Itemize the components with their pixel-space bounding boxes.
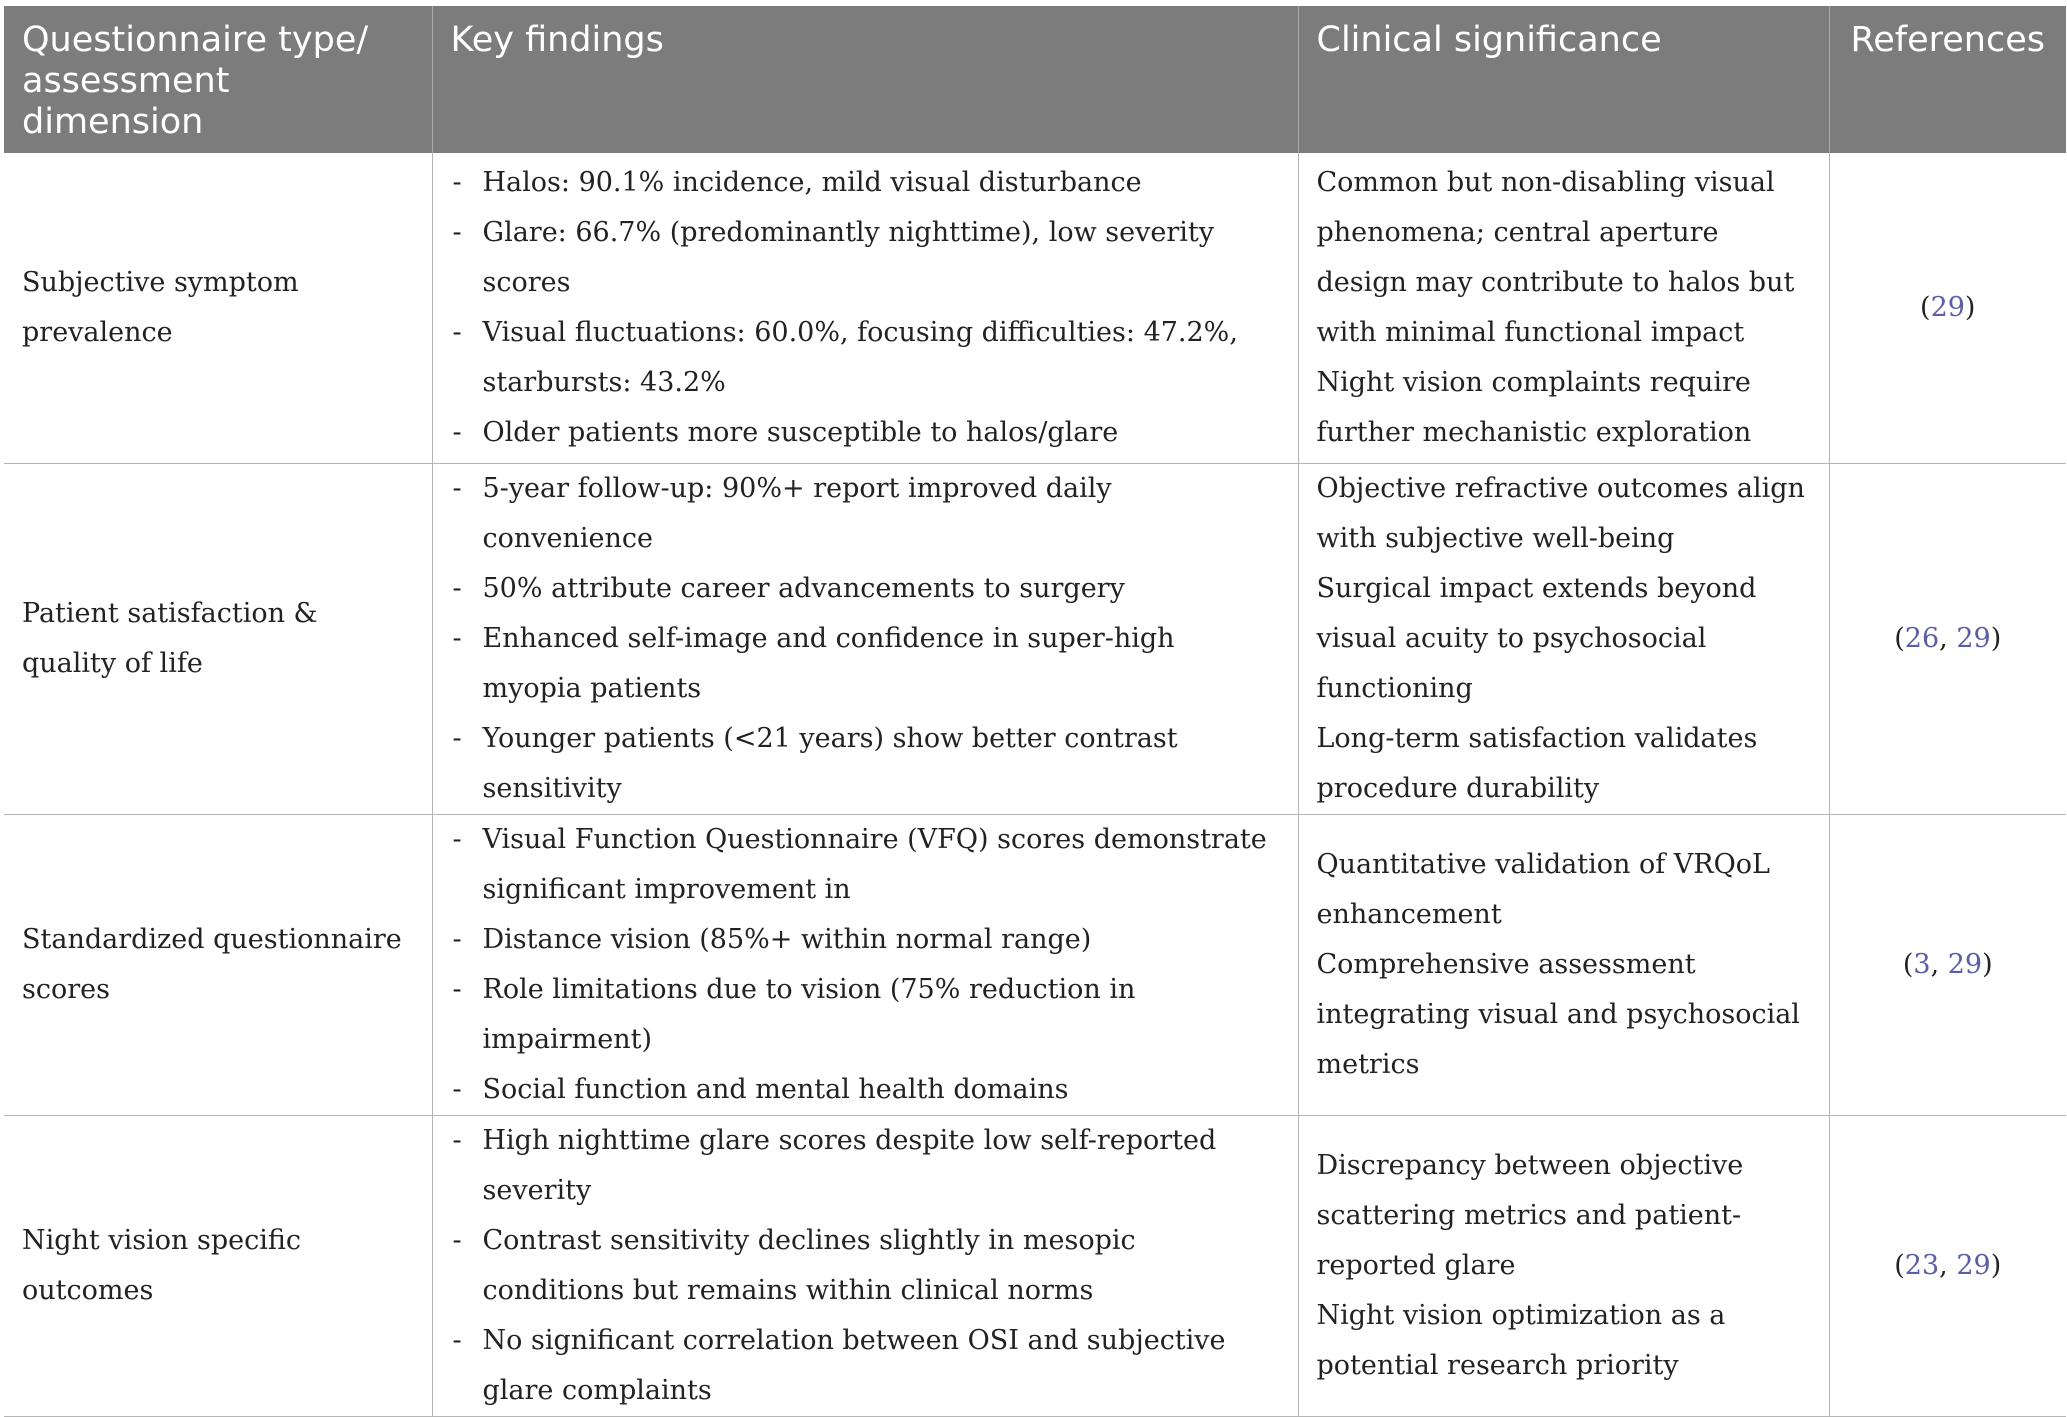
finding-text: 5-year follow-up: 90%+ report improved daily convenience — [482, 472, 1112, 554]
reference-link[interactable]: 29 — [1947, 948, 1983, 980]
reference-link[interactable]: 3 — [1913, 948, 1931, 980]
bullet-dash: - — [452, 572, 462, 604]
bullet-dash: - — [452, 1124, 462, 1156]
finding-text: Social function and mental health domains — [482, 1073, 1069, 1105]
finding-item — [451, 158, 1280, 208]
finding-text: Distance vision (85%+ within normal range) — [482, 923, 1092, 955]
ref-separator: , — [1939, 1249, 1957, 1281]
bullet-dash: - — [452, 472, 462, 504]
ref-open-paren: ( — [1894, 622, 1905, 654]
findings-list — [451, 158, 1280, 458]
significance-cell — [1298, 814, 1829, 1115]
finding-text: Older patients more susceptible to halos/glare — [482, 416, 1119, 448]
ref-close-paren: ) — [1982, 948, 1993, 980]
bullet-dash: - — [452, 823, 462, 855]
ref-close-paren: ) — [1990, 1249, 2002, 1281]
ref-open-paren: ( — [1920, 291, 1931, 323]
header-dimension: Questionnaire type/ assessment dimension — [4, 6, 432, 153]
significance-text: Common but non-disabling visual phenomena; central aperture design may contribute to halos but with minimal functional impact — [1316, 166, 1795, 348]
significance-text: Long-term satisfaction validates procedure durability — [1316, 722, 1758, 804]
finding-text: Halos: 90.1% incidence, mild visual disturbance — [482, 166, 1142, 198]
findings-list — [451, 1116, 1280, 1416]
bullet-dash: - — [452, 416, 462, 448]
table-header — [4, 6, 2066, 153]
bullet-dash: - — [452, 622, 462, 654]
bullet-dash: - — [452, 973, 462, 1005]
findings-cell — [432, 1115, 1298, 1416]
finding-text: Enhanced self-image and confidence in super-high myopia patients — [482, 622, 1175, 704]
dimension-cell: Subjective symptom prevalence — [4, 153, 432, 463]
significance-text: Night vision complaints require further mechanistic exploration — [1316, 366, 1752, 448]
reference-link[interactable]: 23 — [1904, 1249, 1940, 1281]
findings-cell — [432, 463, 1298, 814]
dimension-cell: Night vision specific outcomes — [4, 1115, 432, 1416]
finding-text: High nighttime glare scores despite low self-reported severity — [482, 1124, 1217, 1206]
finding-item — [451, 1116, 1280, 1216]
table-row — [4, 463, 2066, 814]
finding-item — [451, 965, 1280, 1065]
significance-text: Night vision optimization as a potential research priority — [1316, 1299, 1726, 1381]
header-row — [4, 6, 2066, 153]
ref-open-paren: ( — [1894, 1249, 1905, 1281]
ref-close-paren: ) — [1964, 291, 1976, 323]
bullet-dash: - — [452, 722, 462, 754]
references-cell — [1829, 814, 2066, 1115]
table-row — [4, 153, 2066, 463]
table-body — [4, 153, 2066, 1416]
ref-separator: , — [1930, 948, 1948, 980]
findings-list — [451, 464, 1280, 814]
finding-text: Contrast sensitivity declines slightly in mesopic conditions but remains within clinical norms — [482, 1224, 1136, 1306]
table-row — [4, 814, 2066, 1115]
bullet-dash: - — [452, 1324, 462, 1356]
significance-cell — [1298, 153, 1829, 463]
finding-item — [451, 208, 1280, 308]
significance-text: Quantitative validation of VRQoL enhancement — [1316, 848, 1770, 930]
finding-text: Role limitations due to vision (75% reduction in impairment) — [482, 973, 1136, 1055]
finding-item — [451, 308, 1280, 408]
ref-open-paren: ( — [1902, 948, 1914, 980]
dimension-cell: Patient satisfaction & quality of life — [4, 463, 432, 814]
references-cell — [1829, 1115, 2066, 1416]
finding-item — [451, 1316, 1280, 1416]
finding-item — [451, 915, 1280, 965]
reference-link[interactable]: 29 — [1956, 622, 1991, 654]
findings-cell — [432, 814, 1298, 1115]
bullet-dash: - — [452, 1073, 462, 1105]
dimension-cell: Standardized questionnaire scores — [4, 814, 432, 1115]
ref-separator: , — [1939, 622, 1957, 654]
reference-link[interactable]: 29 — [1930, 291, 1965, 323]
header-clinical-significance: Clinical significance — [1298, 6, 1829, 153]
results-table-container — [4, 6, 2066, 1417]
finding-item — [451, 564, 1280, 614]
finding-item — [451, 815, 1280, 915]
finding-item — [451, 1216, 1280, 1316]
header-key-findings: Key findings — [432, 6, 1298, 153]
finding-item — [451, 1065, 1280, 1115]
results-table — [4, 6, 2066, 1417]
significance-text: Comprehensive assessment integrating visual and psychosocial metrics — [1316, 948, 1800, 1080]
significance-cell — [1298, 1115, 1829, 1416]
reference-link[interactable]: 26 — [1904, 622, 1940, 654]
bullet-dash: - — [452, 166, 462, 198]
finding-text: Visual fluctuations: 60.0%, focusing difficulties: 47.2%, starbursts: 43.2% — [482, 316, 1238, 398]
findings-cell — [432, 153, 1298, 463]
finding-item — [451, 408, 1280, 458]
finding-text: Glare: 66.7% (predominantly nighttime), low severity scores — [482, 216, 1215, 298]
bullet-dash: - — [452, 923, 462, 955]
findings-list — [451, 815, 1280, 1115]
significance-cell — [1298, 463, 1829, 814]
references-cell — [1829, 463, 2066, 814]
finding-text: Younger patients (<21 years) show better contrast sensitivity — [482, 722, 1178, 804]
finding-text: No significant correlation between OSI and subjective glare complaints — [482, 1324, 1226, 1406]
significance-text: Discrepancy between objective scattering metrics and patient-reported glare — [1316, 1149, 1744, 1281]
bullet-dash: - — [452, 1224, 462, 1256]
significance-text: Surgical impact extends beyond visual acuity to psychosocial functioning — [1316, 572, 1757, 704]
table-row — [4, 1115, 2066, 1416]
finding-item — [451, 614, 1280, 714]
finding-text: Visual Function Questionnaire (VFQ) scores demonstrate significant improvement in — [482, 823, 1267, 905]
significance-text: Objective refractive outcomes align with subjective well-being — [1316, 472, 1805, 554]
finding-item — [451, 714, 1280, 814]
ref-close-paren: ) — [1990, 622, 2002, 654]
finding-item — [451, 464, 1280, 564]
bullet-dash: - — [452, 216, 462, 248]
header-references: References — [1829, 6, 2066, 153]
bullet-dash: - — [452, 316, 462, 348]
references-cell — [1829, 153, 2066, 463]
finding-text: 50% attribute career advancements to surgery — [482, 572, 1125, 604]
reference-link[interactable]: 29 — [1956, 1249, 1991, 1281]
